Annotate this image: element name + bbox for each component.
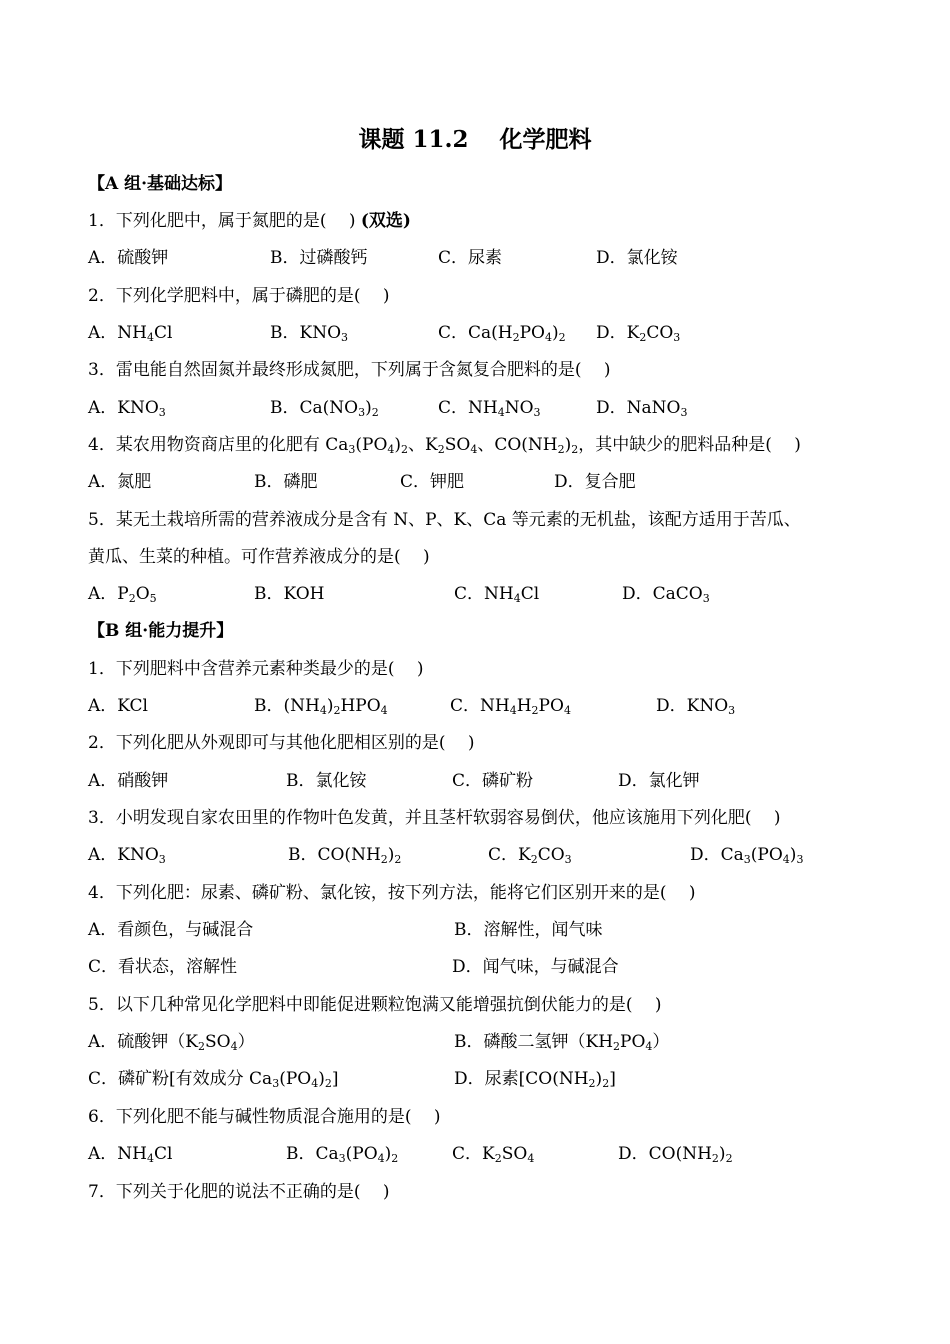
question-stem: 1．下列化肥中，属于氮肥的是( ) (88, 211, 361, 231)
page-title: 课题 11.2 化学肥料 (358, 126, 592, 153)
question-b6: 6．下列化肥不能与碱性物质混合施用的是( ) (88, 1107, 441, 1127)
question-b3: 3．小明发现自家农田里的作物叶色发黄，并且茎杆软弱容易倒伏，他应该施用下列化肥( ) (88, 808, 781, 828)
option: D．CaCO$_3$ (622, 584, 710, 605)
option: B．过磷酸钙 (270, 248, 368, 268)
question-b4: 4．下列化肥：尿素、磷矿粉、氯化铵，按下列方法，能将它们区别开来的是( ) (88, 883, 696, 903)
question-b2: 2．下列化肥从外观即可与其他化肥相区别的是( ) (88, 733, 475, 753)
section-a-heading: 【A 组·基础达标】 (88, 174, 233, 194)
option: B．$Ca_3(PO_4)_2$ (286, 1144, 399, 1165)
option: B．$(NH_4)_2HPO_4$ (254, 696, 388, 717)
option: D．$CO(NH_2)_2$ (618, 1144, 733, 1165)
option: A．$NH_4Cl$ (88, 1144, 173, 1165)
option: B．$Ca(NO_3)_2$ (270, 398, 379, 419)
option: C．钾肥 (400, 472, 465, 492)
question-a2: 2．下列化学肥料中，属于磷肥的是( ) (88, 286, 390, 306)
question-a4: 4．某农用物资商店里的化肥有 $Ca_3(PO_4)_2$、$K_2SO_4$、$CO(NH_2)_2$，其中缺少的肥料品种是( ) (88, 435, 801, 456)
option: A．硫酸钾 (88, 248, 169, 268)
question-b1: 1．下列肥料中含营养元素种类最少的是( ) (88, 659, 424, 679)
option: B．氯化铵 (286, 771, 367, 791)
question-b7: 7．下列关于化肥的说法不正确的是( ) (88, 1182, 390, 1202)
question-a5-line2: 黄瓜、生菜的种植。可作营养液成分的是( ) (88, 547, 430, 567)
option: C．看状态，溶解性 (88, 957, 238, 977)
option: A．$KNO_3$ (88, 398, 166, 419)
option: D．$Ca_3(PO_4)_3$ (690, 845, 804, 866)
question-a1 (88, 209, 890, 233)
option: C．磷矿粉[有效成分 $Ca_3(PO_4)_2$] (88, 1069, 339, 1090)
option: C．$K_2SO_4$ (452, 1144, 535, 1165)
option: C．$NH_4Cl$ (454, 584, 540, 605)
option: B．$CO(NH_2)_2$ (288, 845, 402, 866)
option: C．$Ca(H_2PO_4)_2$ (438, 323, 566, 344)
option: A．KCl (88, 696, 148, 716)
option: A．看颜色，与碱混合 (88, 920, 254, 940)
option: A．$P_2O_5$ (88, 584, 157, 605)
question-note: (双选) (360, 211, 411, 231)
option: A．$NH_4Cl$ (88, 323, 173, 344)
option: D．氯化钾 (618, 771, 700, 791)
option: C．磷矿粉 (452, 771, 534, 791)
option: D．尿素$[CO(NH_2)_2]$ (454, 1069, 616, 1090)
option: B．溶解性，闻气味 (454, 920, 603, 940)
option: C．尿素 (438, 248, 503, 268)
option: B．磷肥 (254, 472, 318, 492)
option: A．氮肥 (88, 472, 152, 492)
option: D．闻气味，与碱混合 (452, 957, 619, 977)
question-a3: 3．雷电能自然固氮并最终形成氮肥，下列属于含氮复合肥料的是( ) (88, 360, 611, 380)
option: A．$KNO_3$ (88, 845, 166, 866)
option: B．磷酸二氢钾$(KH_2PO_4)$ (454, 1032, 670, 1053)
option: B．KOH (254, 584, 325, 604)
option: C．$K_2CO_3$ (488, 845, 572, 866)
option: B．$KNO_3$ (270, 323, 349, 344)
option: D．复合肥 (554, 472, 636, 492)
option: D．$K_2CO_3$ (596, 323, 681, 344)
question-a5-line1: 5．某无土栽培所需的营养液成分是含有 N、P、K、Ca 等元素的无机盐，该配方适用于苦瓜、 (88, 510, 801, 530)
option: A．硫酸钾$(K_2SO_4)$ (88, 1032, 255, 1053)
option: D．NaNO$_3$ (596, 398, 688, 419)
question-b5: 5．以下几种常见化学肥料中即能促进颗粒饱满又能增强抗倒伏能力的是( ) (88, 995, 662, 1015)
section-b-heading: 【B 组·能力提升】 (88, 621, 234, 641)
option: C．$NH_4NO_3$ (438, 398, 541, 419)
option: D．氯化铵 (596, 248, 678, 268)
option: C．$NH_4H_2PO_4$ (450, 696, 571, 717)
option: A．硝酸钾 (88, 771, 169, 791)
option: D．$KNO_3$ (656, 696, 736, 717)
